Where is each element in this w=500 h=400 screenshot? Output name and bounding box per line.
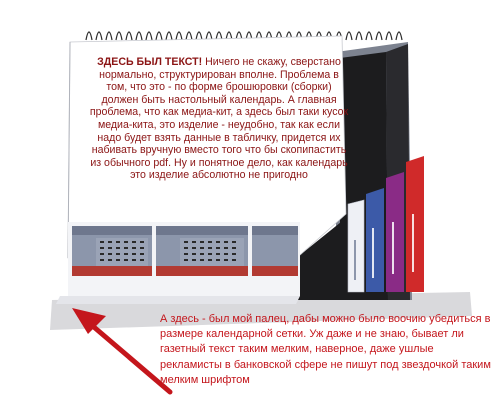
month-grid-1 <box>72 226 152 276</box>
calendar-note-body: Ничего не скажу, сверстано нормально, структурирован вполне. Проблема в том, что это - по форме брошюровки (сборки) должен быть настольный календарь. А главная проблема, что как медиа-кит, а здесь был таки кусок медиа-кита, это изделие - неудобно, так как если надо будет взять данные в табличку, придется их набивать вручную вместо того что бы скопипастить из обычного pdf. Ну и понятное дело, как календарь это изделие абсолютно не пригодно <box>89 56 349 182</box>
calendar-note <box>88 56 350 182</box>
month-grid-2 <box>156 226 248 276</box>
tab-red <box>406 156 424 292</box>
month-grid-3 <box>252 226 298 276</box>
tab-purple <box>386 172 404 292</box>
calendar-note-lead: ЗДЕСЬ БЫЛ ТЕКСТ! <box>97 56 203 68</box>
tab-blue <box>366 188 384 292</box>
finger-note: А здесь - был мой палец, дабы можно было воочию убедиться в размере календарной сетки. Уж даже и не знаю, бывает ли газетный текст таким мелким, наверное, даже ушлые рекламисты в банковской сфере не пишут под звездочкой таким мелким шрифтом <box>160 313 491 386</box>
page-bottom-edge <box>56 296 300 304</box>
